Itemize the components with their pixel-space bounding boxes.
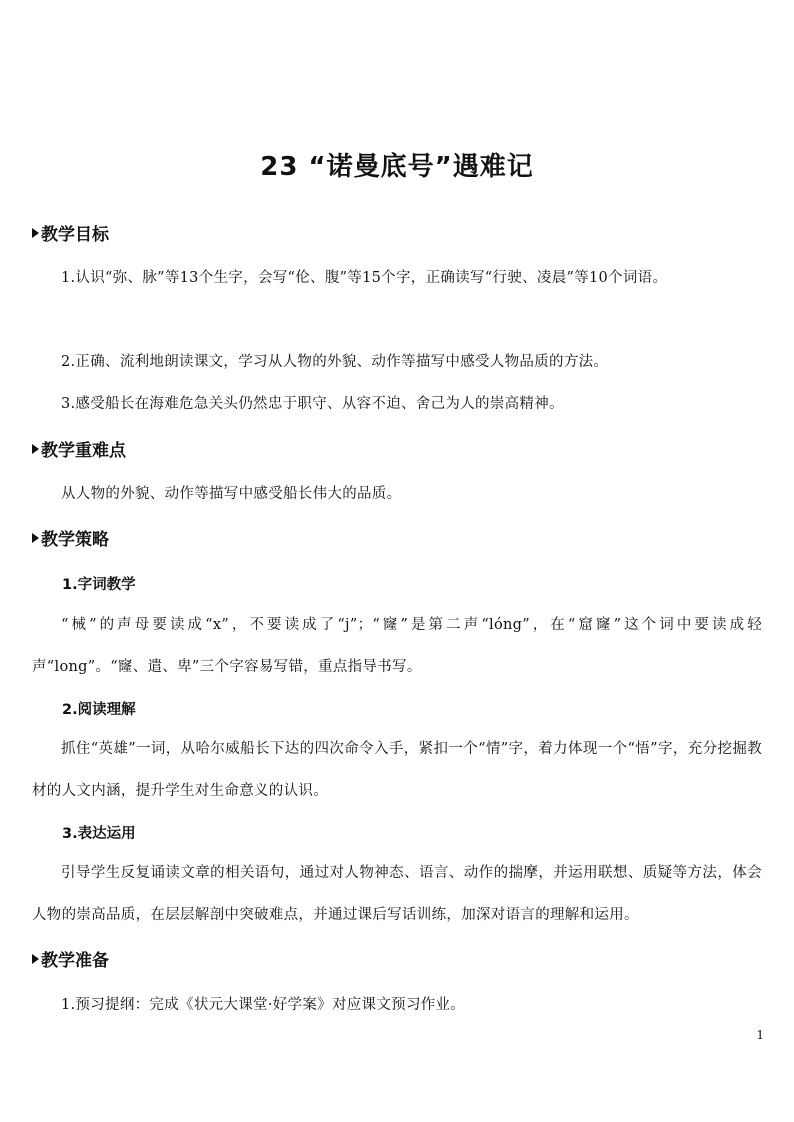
- section-heading-label: 教学策略: [41, 530, 109, 550]
- section-heading-label: 教学重难点: [41, 441, 126, 461]
- triangle-bullet-icon: [32, 228, 39, 238]
- section-heading-preparation: [32, 946, 109, 971]
- triangle-bullet-icon: [32, 533, 39, 543]
- subheading-expression: 3.表达运用: [62, 826, 136, 842]
- section-heading-label: 教学目标: [41, 225, 109, 245]
- expression-text: 引导学生反复诵读文章的相关语句，通过对人物神态、语言、动作的揣摩，并运用联想、质疑等方法，体会人物的崇高品质，在层层解剖中突破难点，并通过课后写话训练，加深对语言的理解和运用。: [32, 865, 762, 923]
- section-heading-key-points: [32, 436, 126, 461]
- triangle-bullet-icon: [32, 444, 39, 454]
- section-heading-goals: [32, 220, 109, 245]
- subheading-reading: 2.阅读理解: [62, 702, 136, 718]
- page-number: 1: [756, 1028, 764, 1042]
- key-points-text: 从人物的外貌、动作等描写中感受船长伟大的品质。: [61, 486, 402, 502]
- lesson-title: 23 “诺曼底号”遇难记: [260, 152, 534, 182]
- goal-item-2: 2.正确、流利地朗读课文，学习从人物的外貌、动作等描写中感受人物品质的方法。: [61, 354, 609, 370]
- reading-text: 抓住“英雄”一词，从哈尔威船长下达的四次命令入手，紧扣一个“情”字，着力体现一个“悟”字，充分挖掘教材的人文内涵，提升学生对生命意义的认识。: [32, 741, 762, 799]
- preparation-item-1: 1.预习提纲：完成《状元大课堂·好学案》对应课文预习作业。: [61, 997, 466, 1013]
- goal-item-1: 1.认识“弥、脉”等13个生字，会写“伦、腹”等15个字，正确读写“行驶、凌晨”等10个词语。: [61, 270, 668, 286]
- section-heading-strategy: [32, 525, 109, 550]
- triangle-bullet-icon: [32, 954, 39, 964]
- goal-item-3: 3.感受船长在海难危急关头仍然忠于职守、从容不迫、舍己为人的崇高精神。: [61, 396, 564, 412]
- section-heading-label: 教学准备: [41, 951, 109, 971]
- subheading-vocabulary: 1.字词教学: [62, 577, 136, 593]
- vocabulary-text: “械”的声母要读成“x”，不要读成了“j”；“窿”是第二声“lóng”，在“窟窿”这个词中要读成轻声“long”。“窿、遣、卑”三个字容易写错，重点指导书写。: [32, 617, 762, 675]
